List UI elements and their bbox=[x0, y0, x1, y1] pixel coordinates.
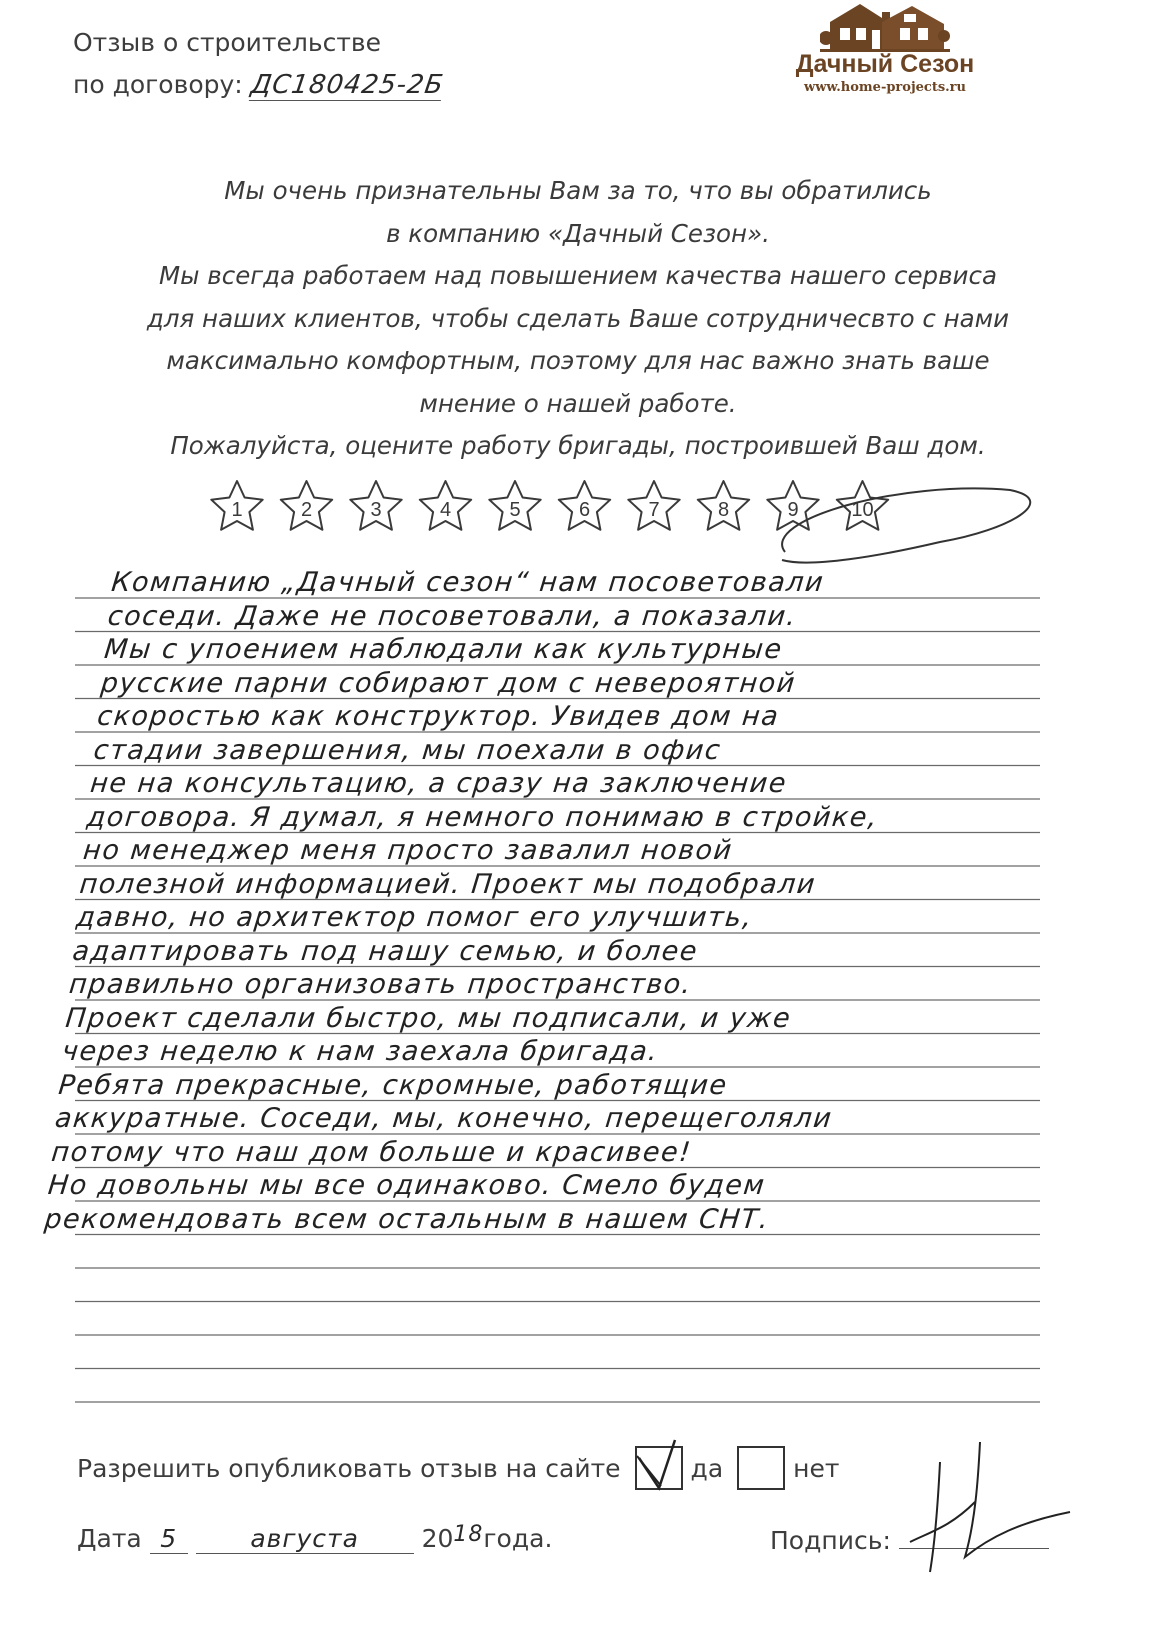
review-line: аккуратные. Соседи, мы, конечно, перещеголяли bbox=[53, 1103, 835, 1134]
contract-label: по договору: bbox=[73, 70, 243, 99]
check-mark-icon bbox=[631, 1436, 691, 1498]
review-line: рекомендовать всем остальным в нашем СНТ. bbox=[42, 1203, 772, 1235]
star-label: 3 bbox=[370, 499, 382, 521]
signature-image bbox=[880, 1432, 1080, 1582]
star-label: 1 bbox=[231, 499, 243, 521]
star-label: 5 bbox=[509, 499, 521, 521]
consent-yes-label: да bbox=[690, 1453, 724, 1483]
date-day: 5 bbox=[150, 1524, 188, 1554]
review-line: стадии завершения, мы поехали в офис bbox=[92, 734, 723, 766]
review-line: не на консультацию, а сразу на заключение bbox=[88, 768, 789, 799]
review-line: скоростью как конструктор. Увидев дом на bbox=[95, 701, 781, 732]
house-logo-icon bbox=[820, 0, 950, 52]
intro-line: Мы очень признательны Вам за то, что вы обратились bbox=[224, 176, 932, 205]
logo-url: www.home-projects.ru bbox=[804, 80, 966, 95]
review-line: полезной информацией. Проект мы подобрали bbox=[78, 868, 818, 900]
intro-line: мнение о нашей работе. bbox=[419, 388, 737, 418]
date-row bbox=[77, 1522, 552, 1554]
review-line: русские парни собирают дом с невероятной bbox=[99, 667, 798, 699]
signature-label: Подпись: bbox=[770, 1526, 891, 1555]
review-line: давно, но архитектор помог его улучшить, bbox=[74, 902, 755, 933]
star-label: 10 bbox=[851, 499, 874, 521]
intro-line: Мы всегда работаем над повышением качества нашего сервиса bbox=[159, 261, 997, 290]
logo-name: Дачный Сезон bbox=[795, 50, 975, 78]
contract-row bbox=[73, 70, 446, 101]
review-line: правильно организовать пространство. bbox=[67, 969, 694, 1000]
intro-line: для наших клиентов, чтобы сделать Ваше сотрудничесвто с нами bbox=[146, 303, 1010, 333]
review-line: Компанию „Дачный сезон“ нам посоветовали bbox=[109, 567, 826, 598]
star-label: 2 bbox=[300, 499, 313, 521]
star-label: 9 bbox=[787, 499, 799, 521]
review-line: потому что наш дом больше и красивее! bbox=[49, 1136, 694, 1168]
review-line: соседи. Даже не посоветовали, а показали. bbox=[106, 600, 799, 632]
date-year-word: года. bbox=[483, 1524, 553, 1553]
review-line: но менеджер меня просто завалил новой bbox=[81, 835, 735, 866]
intro-line: максимально комфортным, поэтому для нас важно знать ваше bbox=[166, 346, 990, 375]
star-label: 8 bbox=[717, 499, 730, 521]
consent-no-label: нет bbox=[793, 1453, 840, 1483]
company-logo bbox=[780, 0, 990, 110]
intro-text bbox=[60, 170, 1096, 468]
star-label: 7 bbox=[648, 499, 660, 521]
star-label: 6 bbox=[578, 499, 591, 521]
review-line: Но довольны мы все одинаково. Смело будем bbox=[46, 1170, 768, 1201]
review-line: Ребята прекрасные, скромные, работящие bbox=[57, 1069, 730, 1101]
date-label: Дата bbox=[77, 1524, 142, 1553]
intro-line: Пожалуйста, оцените работу бригады, построившей Ваш дом. bbox=[170, 431, 986, 460]
publish-consent-row bbox=[77, 1446, 839, 1490]
date-year-suffix: 18 bbox=[453, 1522, 484, 1547]
form-title: Отзыв о строительстве bbox=[73, 28, 381, 57]
review-text bbox=[43, 566, 1118, 1236]
review-line: договора. Я думал, я немного понимаю в стройке, bbox=[85, 801, 880, 833]
review-line: Проект сделали быстро, мы подписали, и уже bbox=[64, 1002, 793, 1034]
consent-yes-checkbox[interactable] bbox=[635, 1446, 683, 1490]
consent-no-checkbox[interactable] bbox=[737, 1446, 785, 1490]
consent-label: Разрешить опубликовать отзыв на сайте bbox=[77, 1453, 621, 1483]
review-line: Мы с упоением наблюдали как культурные bbox=[102, 634, 785, 665]
review-line: адаптировать под нашу семью, и более bbox=[71, 935, 700, 967]
date-year-prefix: 20 bbox=[421, 1524, 454, 1553]
contract-number: ДС180425-2Б bbox=[248, 70, 446, 100]
review-line: через неделю к нам заехала бригада. bbox=[60, 1036, 661, 1067]
date-month: августа bbox=[196, 1524, 414, 1554]
intro-line: в компанию «Дачный Сезон». bbox=[386, 218, 770, 248]
star-label: 4 bbox=[439, 499, 452, 521]
